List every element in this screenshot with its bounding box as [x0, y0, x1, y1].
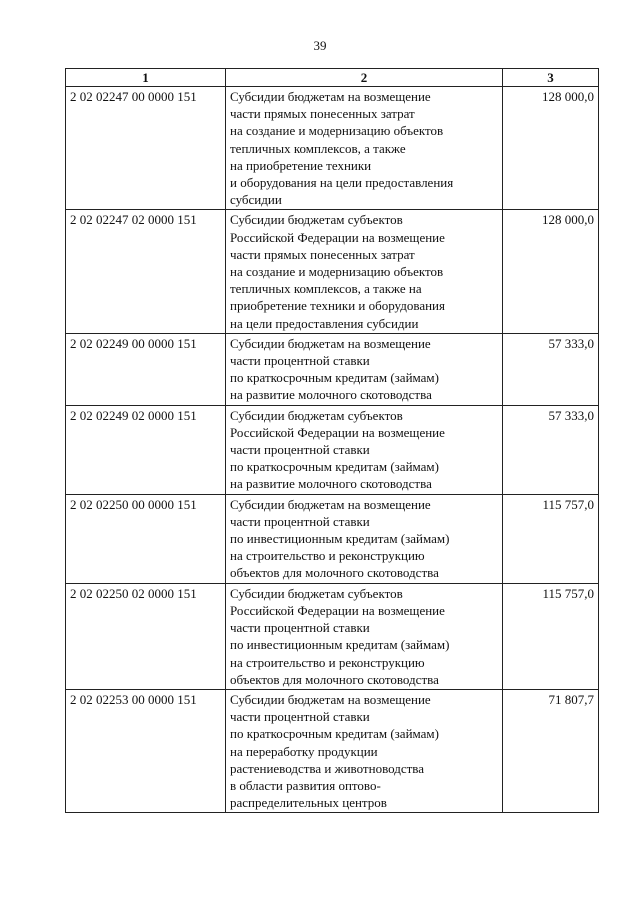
- table-row: [66, 405, 599, 494]
- table-body: [66, 87, 599, 813]
- description-line: на создание и модернизацию объектов: [230, 123, 444, 139]
- description-line: части прямых понесенных затрат: [230, 246, 415, 262]
- description-line: части процентной ставки: [230, 513, 370, 529]
- budget-code: 2 02 02250 02 0000 151: [66, 583, 226, 689]
- budget-code: 2 02 02249 00 0000 151: [66, 333, 226, 405]
- description-line: Субсидии бюджетам на возмещение: [230, 335, 431, 351]
- amount: 128 000,0: [503, 87, 599, 210]
- table-row: [66, 494, 599, 583]
- description: [226, 494, 503, 583]
- description-line: Российской Федерации на возмещение: [230, 424, 445, 440]
- description: [226, 689, 503, 812]
- description-line: на развитие молочного скотоводства: [230, 387, 432, 403]
- column-header-code: 1: [66, 69, 226, 87]
- description-line: части процентной ставки: [230, 709, 370, 725]
- description-line: Субсидии бюджетам субъектов: [230, 585, 403, 601]
- amount: 115 757,0: [503, 583, 599, 689]
- budget-code: 2 02 02249 02 0000 151: [66, 405, 226, 494]
- description-line: Субсидии бюджетам на возмещение: [230, 89, 431, 104]
- description-line: на развитие молочного скотоводства: [230, 476, 432, 492]
- description-line: по краткосрочным кредитам (займам): [230, 370, 439, 386]
- table-header-row: [66, 69, 599, 87]
- description-line: Субсидии бюджетам на возмещение: [230, 496, 431, 512]
- description-line: по инвестиционным кредитам (займам): [230, 531, 450, 547]
- table-row: [66, 87, 599, 210]
- budget-code: 2 02 02247 00 0000 151: [66, 87, 226, 210]
- description-line: по краткосрочным кредитам (займам): [230, 459, 439, 475]
- description: [226, 583, 503, 689]
- budget-code: 2 02 02247 02 0000 151: [66, 210, 226, 333]
- budget-code: 2 02 02250 00 0000 151: [66, 494, 226, 583]
- description-line: Российской Федерации на возмещение: [230, 602, 445, 618]
- description-line: приобретение техники и оборудования: [230, 298, 445, 314]
- amount: 57 333,0: [503, 333, 599, 405]
- table-row: [66, 333, 599, 405]
- description-line: на цели предоставления субсидии: [230, 315, 419, 331]
- description-line: на создание и модернизацию объектов: [230, 264, 444, 280]
- description-line: объектов для молочного скотоводства: [230, 565, 439, 581]
- description-line: по краткосрочным кредитам (займам): [230, 726, 439, 742]
- description-line: части процентной ставки: [230, 442, 370, 458]
- description-line: тепличных комплексов, а также на: [230, 281, 422, 297]
- column-header-amount: 3: [503, 69, 599, 87]
- description: [226, 405, 503, 494]
- description-line: на строительство и реконструкцию: [230, 548, 425, 564]
- description-line: субсидии: [230, 192, 282, 208]
- description-line: распределительных центров: [230, 795, 387, 811]
- table-row: [66, 689, 599, 812]
- description-line: части процентной ставки: [230, 353, 370, 369]
- description: [226, 210, 503, 333]
- description-line: Субсидии бюджетам субъектов: [230, 407, 403, 423]
- amount: 128 000,0: [503, 210, 599, 333]
- budget-code: 2 02 02253 00 0000 151: [66, 689, 226, 812]
- column-header-description: 2: [226, 69, 503, 87]
- description-line: на переработку продукции: [230, 743, 378, 759]
- description-line: растениеводства и животноводства: [230, 760, 425, 776]
- description-line: части процентной ставки: [230, 620, 370, 636]
- description-line: Субсидии бюджетам на возмещение: [230, 691, 431, 707]
- description-line: объектов для молочного скотоводства: [230, 671, 439, 687]
- amount: 71 807,7: [503, 689, 599, 812]
- description-line: Субсидии бюджетам субъектов: [230, 212, 403, 228]
- description-line: тепличных комплексов, а также: [230, 140, 406, 156]
- table-row: [66, 583, 599, 689]
- description-line: на приобретение техники: [230, 157, 372, 173]
- description-line: на строительство и реконструкцию: [230, 654, 425, 670]
- description: [226, 87, 503, 210]
- table-row: [66, 210, 599, 333]
- description-line: в области развития оптово-: [230, 777, 381, 793]
- description-line: и оборудования на цели предоставления: [230, 175, 454, 191]
- description-line: Российской Федерации на возмещение: [230, 229, 445, 245]
- amount: 115 757,0: [503, 494, 599, 583]
- description: [226, 333, 503, 405]
- description-line: по инвестиционным кредитам (займам): [230, 637, 450, 653]
- description-line: части прямых понесенных затрат: [230, 106, 415, 122]
- amount: 57 333,0: [503, 405, 599, 494]
- page-number: 39: [313, 38, 327, 53]
- budget-table: [65, 68, 599, 813]
